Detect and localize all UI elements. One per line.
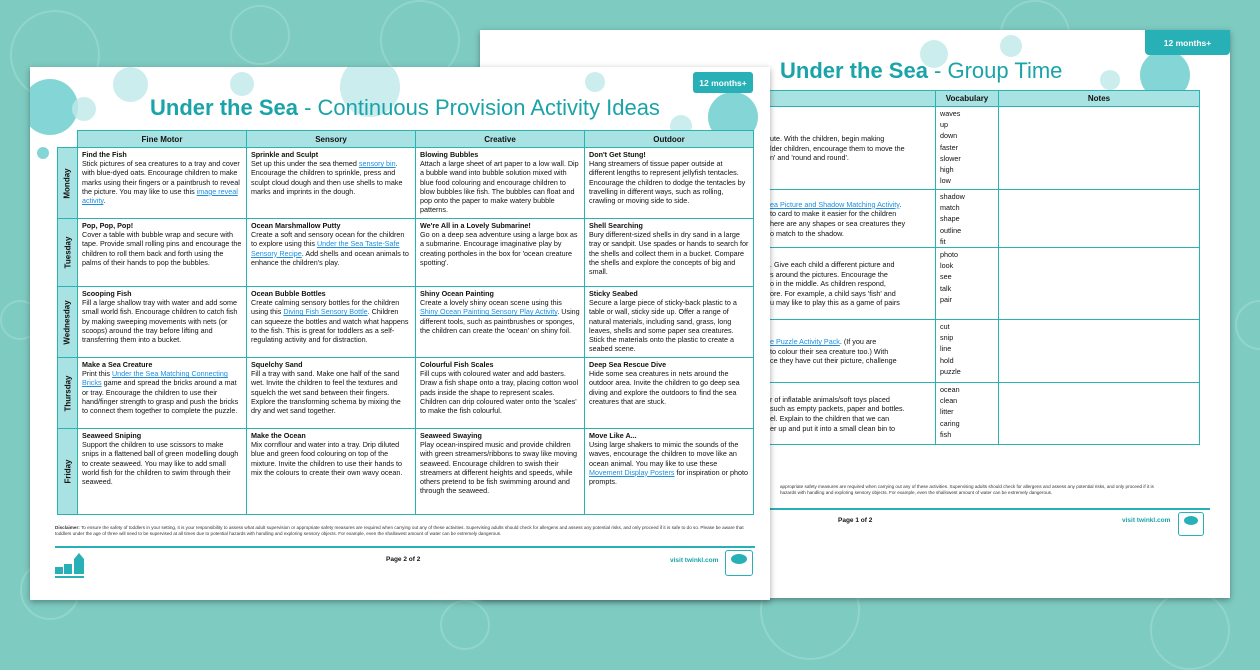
vocabulary-word: up — [940, 120, 948, 130]
day-name: Friday — [63, 459, 73, 484]
activity-description: Mix cornflour and water into a tray. Drip diluted blue and green food colouring on top of the mixture. Invite the children to use their hands to mix the colours to create their own wavy ocean. — [251, 440, 403, 477]
vocabulary-word: litter — [940, 407, 954, 417]
day-name: Tuesday — [63, 236, 72, 269]
day-label-wednesday — [57, 286, 78, 358]
activity-description: . — [103, 196, 106, 206]
activity-title: Shell Searching — [589, 221, 643, 230]
activity-cell — [415, 218, 585, 287]
disclaimer — [55, 525, 755, 537]
day-name: Wednesday — [63, 299, 72, 345]
activity-cell — [415, 286, 585, 358]
activity-description: . Add shells and ocean animals to enhance the children's play. — [251, 248, 409, 267]
activity-title: Move Like A... — [589, 431, 637, 440]
activity-cell — [584, 218, 754, 287]
column-header-fine-motor: Fine Motor — [77, 130, 247, 148]
activity-title: We're All in a Lovely Submarine! — [420, 221, 531, 230]
day-label-thursday — [57, 357, 78, 429]
page-title — [125, 95, 685, 121]
activity-description: Fill a large shallow tray with water and add some small world fish. Encourage children to catch fish by making sweeping movements with nets (or scoops) around the tray before lifting and transferring them into a bucket. — [82, 298, 238, 345]
activity-description: Go on a deep sea adventure using a large box as a submarine. Encourage imaginative play by creating portholes in the box for 'ocean creature spotting'. — [420, 230, 578, 267]
vocabulary-word: ocean — [940, 385, 960, 394]
activity-cell — [246, 218, 416, 287]
vocabulary-word: caring — [940, 418, 960, 428]
day-label-tuesday — [57, 218, 78, 287]
notes-cell[interactable] — [998, 248, 1200, 320]
activity-text-line — [770, 153, 849, 163]
page-number: Page 2 of 2 — [386, 556, 421, 563]
vocabulary-word: down — [940, 131, 958, 141]
activity-description: . Using different tools, such as paintbrushes or sponges, the children can create the 'ocean' on shiny foil. — [420, 307, 580, 335]
activity-title: Sprinkle and Sculpt — [251, 150, 319, 159]
disclaimer-label: Disclaimer: — [55, 525, 80, 530]
activity-cell — [77, 357, 247, 429]
disclaimer-line: appropriate safety measures are required when carrying out any of these activities. Supervising adults should check for allergens and assess any potential risks, and only proceed if it is — [780, 484, 1154, 489]
activity-title: Pop, Pop, Pop! — [82, 221, 134, 230]
shell-pattern-icon — [440, 600, 490, 650]
activity-description: game and spread the bricks around a mat or tray. Encourage the children to use their hand/finger strength to grasp and push the bricks to connect them together to complete the puzzle. — [82, 378, 239, 416]
activity-cell — [77, 147, 247, 219]
day-name: Thursday — [63, 374, 73, 412]
activity-text-line — [770, 279, 886, 289]
vocabulary-word: photo — [940, 250, 958, 259]
activity-text-line — [770, 209, 896, 219]
activity-description: for inspiration or photo prompts. — [589, 467, 748, 487]
activity-description: Hide some sea creatures in nets around the outdoor area. Invite the children to go deep sea diving and explore the outdoors to find the sea creatures that are stuck. — [589, 369, 740, 406]
footer-rule — [770, 508, 1210, 510]
vocabulary-list — [935, 190, 999, 248]
activity-description: Stick pictures of sea creatures to a tray and cover with blue-dyed oats. Encourage children to make marks using their fingers or a paintbrush to reveal the picture. You may like to use this — [82, 159, 240, 196]
activity-title: Scooping Fish — [82, 289, 132, 298]
activity-description: Attach a large sheet of art paper to a low wall. Dip a bubble wand into bubble solution mixed with blue food colouring and encourage children to blow bubbles like fish. The bubbles can float and pop onto the paper to make watery bubble patterns. — [420, 159, 579, 215]
activity-text-line — [770, 347, 888, 357]
age-badge: 12 months+ — [1145, 30, 1230, 55]
activity-description: Using large shakers to mimic the sounds of the waves, encourage the children to move like an ocean animal. You may like to use these — [589, 440, 739, 468]
disclaimer-text: To ensure the safety of toddlers in your setting, it is your responsibility to assess what adult supervision or appropriate safety measures are required when carrying out any of these activities. Supervising adults should check for allergens and assess any potential risks, and only proceed if it is safe to do so. Please be aware that toddlers under the age of three will need to be supervised at all times due to potential hazards with handling and exploring sensory objects. For example, even the shallowest amount of water can be extremely dangerous. — [55, 525, 744, 536]
activity-text-line — [770, 260, 895, 270]
activity-title: Make the Ocean — [251, 431, 306, 440]
disclaimer-line: hazards with handling and exploring sensory objects. For example, even the shallowest amount of water can be extremely dangerous. — [780, 490, 1053, 495]
page-number: Page 1 of 2 — [838, 517, 873, 524]
vocabulary-word: see — [940, 272, 952, 282]
vocabulary-word: look — [940, 261, 954, 271]
resource-link[interactable]: sensory bin — [358, 159, 396, 169]
resource-link[interactable]: ea Picture and Shadow Matching Activity — [770, 199, 900, 209]
notes-cell[interactable] — [998, 320, 1200, 383]
vocabulary-list — [935, 107, 999, 190]
text: . — [899, 199, 902, 209]
activity-text-line — [770, 298, 900, 308]
bubble-decoration — [37, 147, 49, 159]
activity-description: Bury different-sized shells in dry sand in a large tray or sandpit. Use spades or hands to search for the shells and collect them in a bucket. Compare the shells and explore the concepts of big and small. — [589, 230, 749, 277]
title-bold: Under the Sea — [780, 58, 928, 83]
resource-link[interactable]: Under the Sea Matching Connecting Bricks — [82, 369, 228, 388]
text: ce they have cut their picture, challenge — [770, 356, 897, 366]
activity-title: Deep Sea Rescue Dive — [589, 360, 667, 369]
text: such as empty packets, paper and bottles. — [770, 404, 905, 414]
vocabulary-word: puzzle — [940, 366, 961, 376]
activity-text-line — [770, 337, 876, 347]
resource-link[interactable]: Under the Sea Taste-Safe Sensory Recipe — [251, 239, 400, 258]
vocabulary-word: outline — [940, 225, 962, 235]
bubble-decoration — [1000, 35, 1022, 57]
activity-text-line — [770, 404, 905, 414]
text: u may like to play this as a game of pairs — [770, 298, 900, 308]
activity-cell — [246, 147, 416, 219]
activity-text-line — [770, 229, 844, 239]
text: lder children, encourage them to move the — [770, 143, 905, 153]
footer-rule — [55, 546, 755, 548]
text: ute. With the children, begin making — [770, 134, 885, 144]
text: el. Explain to the children that we can — [770, 414, 890, 423]
activity-cell — [415, 147, 585, 219]
text: o match to the shadow. — [770, 228, 844, 238]
vocabulary-word: faster — [940, 142, 958, 152]
activity-text-line — [770, 424, 895, 434]
activity-title: Ocean Marshmallow Putty — [251, 221, 341, 230]
twinkl-link[interactable]: visit twinkl.com — [1122, 517, 1171, 524]
activity-title: Find the Fish — [82, 150, 127, 159]
notes-cell[interactable] — [998, 190, 1200, 248]
title-rest: - Continuous Provision Activity Ideas — [297, 95, 660, 120]
vocabulary-word: snip — [940, 333, 954, 343]
activity-description: Secure a large piece of sticky-back plastic to a table or wall, sticky side up. Offer a range of natural materials, including sand, grass, long leaves, shells and some paper sea creatures. Stick the materials onto the plastic to create a seabed scene. — [589, 298, 737, 354]
activity-cell — [415, 357, 585, 429]
activity-description: Fill a tray with sand. Make one half of the sand wet. Invite the children to feel the textures and squelch the wet sand between their fingers. Explore the transforming schema by mixing the dry and wet sand together. — [251, 369, 401, 416]
text: r of inflatable animals/soft toys placed — [770, 394, 890, 404]
day-name: Monday — [63, 167, 73, 199]
vocabulary-word: shape — [940, 214, 960, 224]
activity-cell — [584, 428, 754, 515]
notes-cell[interactable] — [998, 107, 1200, 190]
bubble-decoration — [585, 72, 605, 92]
activity-description: . Children can squeeze the bottles and watch what happens to the fish. This is great for toddlers as a self-regulating activity and for distraction. — [251, 307, 409, 345]
activity-cell — [77, 218, 247, 287]
activity-description: Create calming sensory bottles for the children using this — [251, 298, 400, 317]
activity-title: Ocean Bubble Bottles — [251, 289, 326, 298]
vocabulary-word: hold — [940, 355, 954, 365]
title-bold: Under the Sea — [150, 95, 298, 120]
vocabulary-word: talk — [940, 283, 952, 293]
page-title — [780, 58, 1062, 84]
activity-cell — [246, 428, 416, 515]
age-badge: 12 months+ — [693, 72, 753, 93]
notes-cell[interactable] — [998, 383, 1200, 445]
text: n' and 'round and round'. — [770, 153, 849, 163]
activity-cell — [584, 286, 754, 358]
activity-description: Set up this under the sea themed — [251, 159, 359, 169]
text: . (If you are — [839, 337, 877, 347]
vocabulary-word: line — [940, 344, 952, 354]
activity-description: Support the children to use scissors to make snips in a flattened ball of green modelling dough to create seaweed. You may like to add small world fish for the children to swim through their seaweed. — [82, 440, 239, 487]
activity-title: Don't Get Stung! — [589, 150, 646, 159]
text: to card to make it easier for the children — [770, 209, 897, 219]
activity-text-line — [770, 289, 896, 299]
text: o in the middle. As children respond, — [770, 279, 886, 289]
day-label-monday — [57, 147, 78, 219]
column-header-outdoor: Outdoor — [584, 130, 754, 148]
activity-text-line — [770, 200, 901, 210]
text: here are any shapes or sea creatures they — [770, 219, 906, 228]
vocabulary-word: slower — [940, 153, 961, 163]
text: . Give each child a different picture and — [770, 260, 895, 269]
resource-link[interactable]: Diving Fish Sensory Bottle — [283, 307, 368, 317]
activity-description: Print this — [82, 369, 112, 379]
disclaimer — [780, 484, 1220, 496]
text: ore. For example, a child says 'fish' and — [770, 288, 896, 298]
activity-text-line — [770, 219, 905, 229]
vocabulary-word: cut — [940, 322, 950, 331]
activity-title: Colourful Fish Scales — [420, 360, 494, 369]
activity-title: Sticky Seabed — [589, 289, 638, 298]
activity-cell — [246, 286, 416, 358]
activity-description: Create a soft and sensory ocean for the children to explore using this — [251, 230, 405, 249]
activity-description: Fill cups with coloured water and add basters. Draw a fish shape onto a tray, placing cotton wool pads inside the shape to represent scales. Children can drip coloured water onto the 'scales' to make the fish colourful. — [420, 369, 579, 416]
vocabulary-word: fit — [940, 236, 946, 246]
activity-text-line — [770, 134, 884, 144]
activity-title: Make a Sea Creature — [82, 360, 153, 369]
activity-text-line — [770, 395, 890, 405]
activity-text-line — [770, 356, 897, 366]
bubble-decoration — [30, 79, 78, 135]
vocabulary-word: match — [940, 203, 960, 213]
activity-cell — [77, 428, 247, 515]
activity-cell — [584, 357, 754, 429]
resource-link[interactable]: Movement Display Posters — [589, 467, 675, 477]
column-header-sensory: Sensory — [246, 130, 416, 148]
text: s around the pictures. Encourage the — [770, 269, 888, 279]
activity-text-line — [770, 270, 888, 280]
vocabulary-word: high — [940, 165, 954, 175]
activity-cell — [77, 286, 247, 358]
activity-title: Shiny Ocean Painting — [420, 289, 494, 298]
resource-link[interactable]: Shiny Ocean Painting Sensory Play Activity — [420, 307, 558, 317]
vocabulary-word: low — [940, 176, 951, 186]
activity-title: Squelchy Sand — [251, 360, 303, 369]
vocabulary-word: shadow — [940, 192, 965, 201]
quality-stamp-icon — [1178, 512, 1204, 536]
activity-title: Blowing Bubbles — [420, 150, 479, 159]
resource-link[interactable]: e Puzzle Activity Pack — [770, 337, 840, 347]
column-header-vocabulary: Vocabulary — [935, 90, 999, 107]
activity-text-line — [770, 414, 889, 424]
vocabulary-word: waves — [940, 109, 961, 118]
resource-link[interactable]: image reveal activity — [82, 186, 238, 206]
shell-pattern-icon — [1235, 300, 1260, 350]
shell-pattern-icon — [1150, 590, 1230, 670]
text: to colour their sea creature too.) With — [770, 346, 889, 356]
bubble-decoration — [72, 97, 96, 121]
title-rest: - Group Time — [927, 58, 1063, 83]
activity-title: Seaweed Swaying — [420, 431, 482, 440]
activity-text-line — [770, 144, 905, 154]
activity-title: Seaweed Sniping — [82, 431, 142, 440]
activity-cell — [415, 428, 585, 515]
activity-description: . Encourage the children to sprinkle, press and sculpt cloud dough and then use shells to make marks and imprints in the dough. — [251, 159, 403, 196]
activity-description: Play ocean-inspired music and provide children with green streamers/ribbons to sway like moving seaweed. Encourage children to swish their streamers at different heights and speeds, while others pretend to be fish swimming around and through the seaweed. — [420, 440, 577, 496]
continuous-provision-page — [30, 67, 770, 600]
activity-description: Create a lovely shiny ocean scene using this — [420, 298, 562, 308]
activity-description: Hang streamers of tissue paper outside at different lengths to represent jellyfish tentacles. Encourage the children to dodge the tentacles by travelling in different ways, such as rolling, crawling or moving side to side. — [589, 159, 746, 206]
vocabulary-list — [935, 320, 999, 383]
shell-pattern-icon — [230, 5, 290, 65]
activity-description: Cover a table with bubble wrap and secure with tape. Provide small rolling pins and encourage the children to roll them back and forth using the palms of their hands to pop the bubbles. — [82, 230, 242, 267]
bubble-decoration — [1100, 70, 1120, 90]
day-label-friday — [57, 428, 78, 515]
vocabulary-word: fish — [940, 429, 952, 439]
vocabulary-word: clean — [940, 396, 958, 406]
vocabulary-word: pair — [940, 294, 952, 304]
building-blocks-icon — [55, 553, 93, 579]
twinkl-link[interactable]: visit twinkl.com — [670, 557, 719, 564]
quality-stamp-icon — [725, 550, 753, 576]
activity-cell — [246, 357, 416, 429]
bubble-decoration — [230, 72, 254, 96]
column-header-notes: Notes — [998, 90, 1200, 107]
vocabulary-list — [935, 383, 999, 445]
column-header-creative: Creative — [415, 130, 585, 148]
text: er up and put it into a small clean bin to — [770, 423, 896, 433]
activity-cell — [584, 147, 754, 219]
vocabulary-list — [935, 248, 999, 320]
